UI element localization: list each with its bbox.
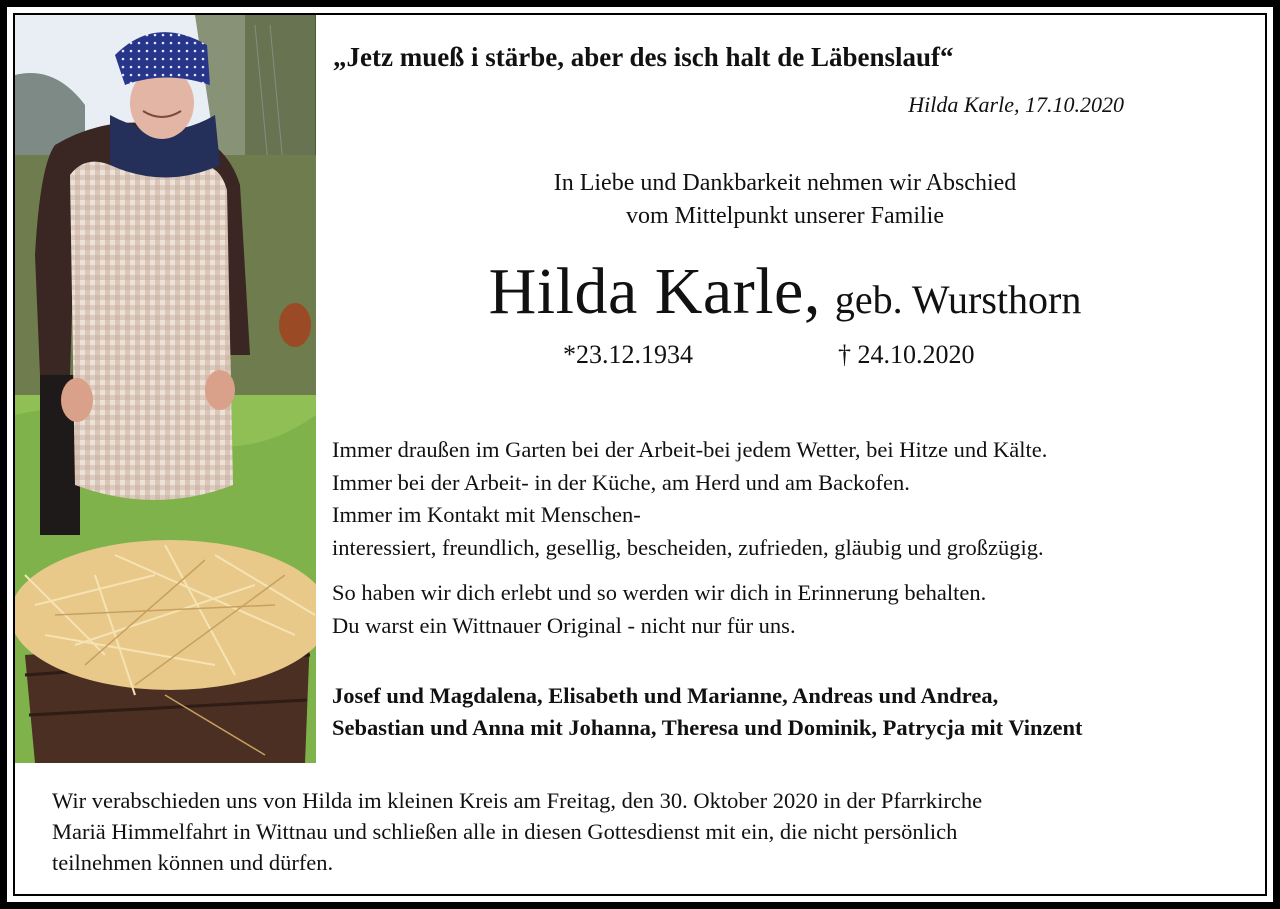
tribute-line: Du warst ein Wittnauer Original - nicht nur für uns. — [332, 612, 796, 638]
tribute-paragraph-2 — [332, 577, 1242, 642]
intro-line: vom Mittelpunkt unserer Familie — [626, 203, 944, 229]
service-line: Mariä Himmelfahrt in Wittnau und schließen alle in diesen Gottesdienst mit ein, die nicht persönlich — [52, 819, 958, 844]
family-line: Josef und Magdalena, Elisabeth und Marianne, Andreas und Andrea, — [332, 683, 999, 708]
intro-text — [420, 167, 1150, 233]
portrait-illustration — [15, 15, 316, 763]
service-announcement — [52, 785, 1232, 878]
intro-line: In Liebe und Dankbarkeit nehmen wir Abschied — [553, 170, 1017, 196]
tribute-line: Immer draußen im Garten bei der Arbeit-bei jedem Wetter, bei Hitze und Kälte. — [332, 437, 1048, 462]
family-line: Sebastian und Anna mit Johanna, Theresa und Dominik, Patrycja mit Vinzent — [332, 715, 1083, 740]
tribute-line: Immer im Kontakt mit Menschen- — [332, 502, 641, 527]
tribute-paragraph-1 — [332, 434, 1242, 564]
service-line: Wir verabschieden uns von Hilda im kleinen Kreis am Freitag, den 30. Oktober 2020 in der Pfarrkirche — [52, 788, 983, 813]
death-date: † 24.10.2020 — [838, 340, 975, 369]
service-line: teilnehmen können und dürfen. — [52, 850, 334, 875]
deceased-name: Hilda Karle, — [488, 255, 821, 328]
tribute-line: interessiert, freundlich, gesellig, bescheiden, zufrieden, gläubig und großzügig. — [332, 534, 1044, 560]
tribute-line: Immer bei der Arbeit- in der Küche, am Herd und am Backofen. — [332, 469, 910, 495]
tribute-line: So haben wir dich erlebt und so werden wir dich in Erinnerung behalten. — [332, 580, 987, 605]
quote-text: „Jetz mueß i stärbe, aber des isch halt de Läbenslauf“ — [333, 42, 954, 72]
family-members — [332, 680, 1252, 744]
deceased-birth-name: geb. Wursthorn — [834, 277, 1082, 322]
quote-attribution: Hilda Karle, 17.10.2020 — [908, 92, 1124, 117]
deceased-name-line — [330, 254, 1240, 330]
portrait-photo — [15, 15, 316, 763]
birth-date: *23.12.1934 — [563, 340, 693, 369]
